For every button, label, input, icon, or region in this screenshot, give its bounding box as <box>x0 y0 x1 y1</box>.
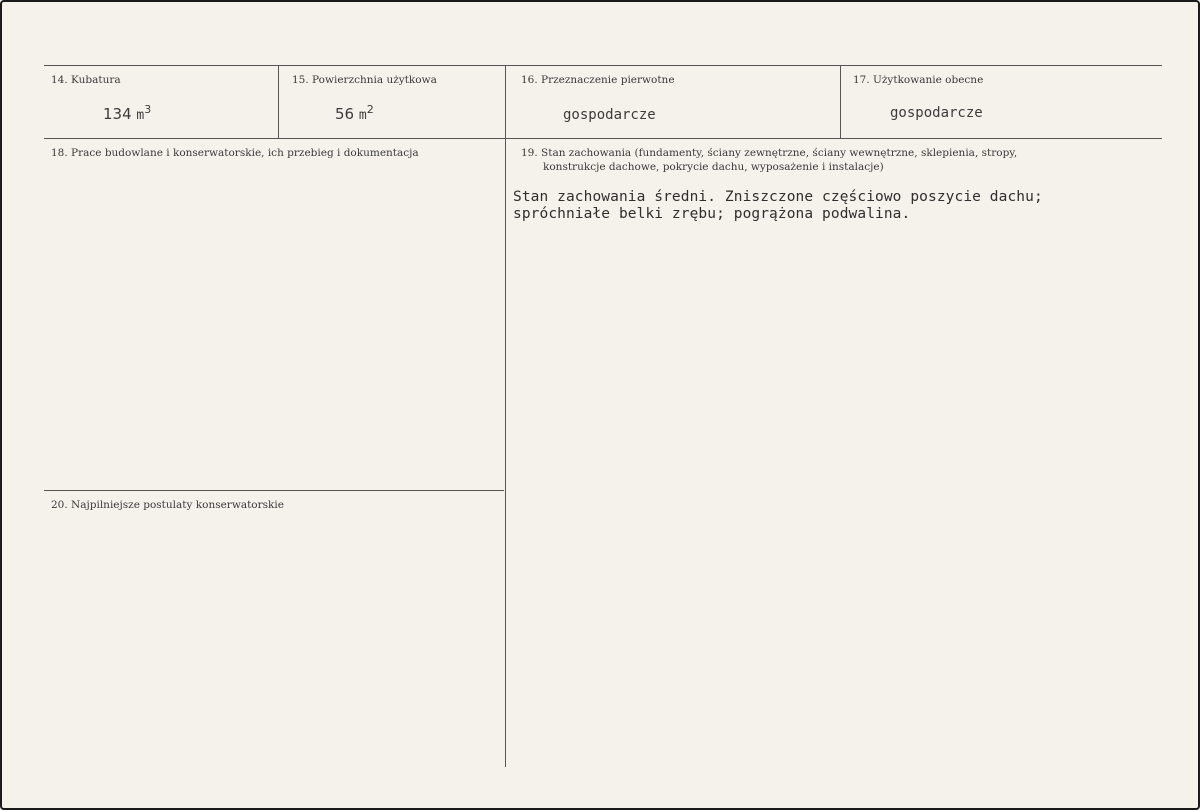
row-divider-1 <box>44 138 1162 139</box>
field-14-number: 134 <box>103 105 132 123</box>
col-divider-16-17 <box>840 65 841 138</box>
field-15-exponent: 2 <box>366 103 374 116</box>
field-19-label-line1: 19. Stan zachowania (fundamenty, ściany zewnętrzne, ściany wewnętrzne, sklepienia, stropy, <box>521 147 1018 159</box>
field-14-label: 14. Kubatura <box>51 74 121 86</box>
field-16-value: gospodarcze <box>563 107 656 123</box>
field-14-value <box>103 103 151 123</box>
field-20-label: 20. Najpilniejsze postulaty konserwatorskie <box>51 499 284 511</box>
section-divider-18-20 <box>44 490 504 491</box>
field-15-value <box>335 103 374 123</box>
field-19-text-line2: spróchniałe belki zrębu; pogrążona podwalina. <box>513 206 911 222</box>
field-14-unit: m <box>136 108 145 123</box>
field-18-label: 18. Prace budowlane i konserwatorskie, ich przebieg i dokumentacja <box>51 147 419 159</box>
field-14-exponent: 3 <box>144 103 152 116</box>
col-divider-14-15 <box>278 65 279 138</box>
field-17-label: 17. Użytkowanie obecne <box>853 74 984 86</box>
field-19-text-line1: Stan zachowania średni. Zniszczone częściowo poszycie dachu; <box>513 189 1043 205</box>
col-divider-main <box>505 65 506 767</box>
field-15-number: 56 <box>335 105 355 123</box>
field-15-label: 15. Powierzchnia użytkowa <box>292 74 437 86</box>
top-rule <box>44 65 1162 66</box>
field-15-unit: m <box>358 108 367 123</box>
field-19-label-line2: konstrukcje dachowe, pokrycie dachu, wyposażenie i instalacje) <box>543 161 884 173</box>
field-17-value: gospodarcze <box>890 105 983 121</box>
field-16-label: 16. Przeznaczenie pierwotne <box>521 74 675 86</box>
